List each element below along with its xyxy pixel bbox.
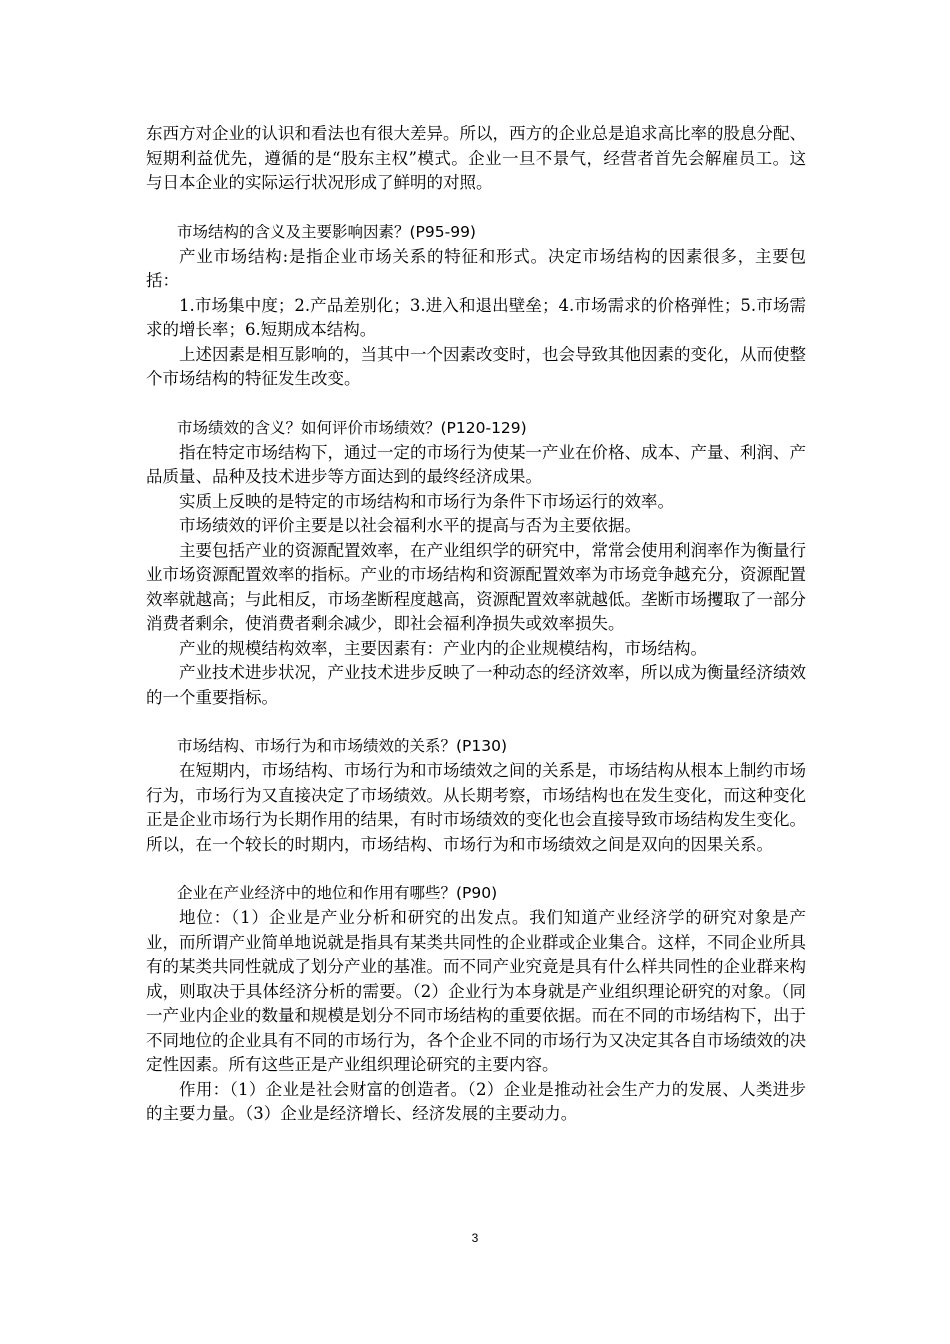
section-heading-market-performance: 市场绩效的含义？如何评价市场绩效？(P120-129) <box>177 418 527 437</box>
paragraph: 产业市场结构:是指企业市场关系的特征和形式。决定市场结构的因素很多，主要包括： <box>146 246 806 290</box>
paragraph: 市场绩效的评价主要是以社会福利水平的提高与否为主要依据。 <box>179 516 641 535</box>
paragraph: 在短期内，市场结构、市场行为和市场绩效之间的关系是，市场结构从根本上制约市场行为，市场行为又直接决定了市场绩效。从长期考察，市场结构也在发生变化，而这种变化正是企业市场行为长期作用的结果，有时市场绩效的变化也会直接导致市场结构发生变化。所以，在一个较长的时期内，市场结构、市场行为和市场绩效之间是双向的因果关系。 <box>146 761 806 854</box>
page-number: 3 <box>471 1231 479 1245</box>
section-heading-scp-relationship: 市场结构、市场行为和市场绩效的关系？(P130) <box>177 737 508 755</box>
paragraph: 产业的规模结构效率，主要因素有：产业内的企业规模结构，市场结构。 <box>179 638 707 658</box>
paragraph: 主要包括产业的资源配置效率，在产业组织学的研究中，常常会使用利润率作为衡量行业市场资源配置效率的指标。产业的市场结构和资源配置效率为市场竞争越充分，资源配置效率就越高；与此相反，市场垄断程度越高，资源配置效率就越低。垄断市场攫取了一部分消费者剩余，使消费者剩余减少，即社会福利净损失或效率损失。 <box>146 540 806 633</box>
paragraph: 指在特定市场结构下，通过一定的市场行为使某一产业在价格、成本、产量、利润、产品质量、品种及技术进步等方面达到的最终经济成果。 <box>146 442 806 486</box>
paragraph: 实质上反映的是特定的市场结构和市场行为条件下市场运行的效率。 <box>179 491 674 511</box>
paragraph: 作用：（1）企业是社会财富的创造者。（2）企业是推动社会生产力的发展、人类进步的主要力量。（3）企业是经济增长、经济发展的主要动力。 <box>146 1079 806 1123</box>
paragraph: 上述因素是相互影响的，当其中一个因素改变时，也会导致其他因素的变化，从而使整个市场结构的特征发生改变。 <box>146 344 806 388</box>
document-body <box>146 122 806 1127</box>
paragraph: 1.市场集中度；2.产品差别化；3.进入和退出壁垒；4.市场需求的价格弹性；5.市场需求的增长率；6.短期成本结构。 <box>146 295 806 339</box>
intro-paragraph: 东西方对企业的认识和看法也有很大差异。所以，西方的企业总是追求高比率的股息分配、短期利益优先，遵循的是“股东主权”模式。企业一旦不景气，经营者首先会解雇员工。这与日本企业的实际运行状况形成了鲜明的对照。 <box>146 124 806 192</box>
paragraph: 地位：（1）企业是产业分析和研究的出发点。我们知道产业经济学的研究对象是产业，而所谓产业简单地说就是指具有某类共同性的企业群或企业集合。这样，不同企业所具有的某类共同性就成了划分产业的基准。而不同产业究竟是具有什么样共同性的企业群来构成，则取决于具体经济分析的需要。（2）企业行为本身就是产业组织理论研究的对象。（同一产业内企业的数量和规模是划分不同市场结构的重要依据。而在不同的市场结构下，出于不同地位的企业具有不同的市场行为，各个企业不同的市场行为又决定其各自市场绩效的决定性因素。所有这些正是产业组织理论研究的主要内容。 <box>146 908 806 1074</box>
section-heading-enterprise-role: 企业在产业经济中的地位和作用有哪些？(P90) <box>177 884 498 902</box>
section-heading-market-structure: 市场结构的含义及主要影响因素？(P95-99) <box>177 222 476 241</box>
paragraph: 产业技术进步状况，产业技术进步反映了一种动态的经济效率，所以成为衡量经济绩效的一个重要指标。 <box>146 663 806 707</box>
